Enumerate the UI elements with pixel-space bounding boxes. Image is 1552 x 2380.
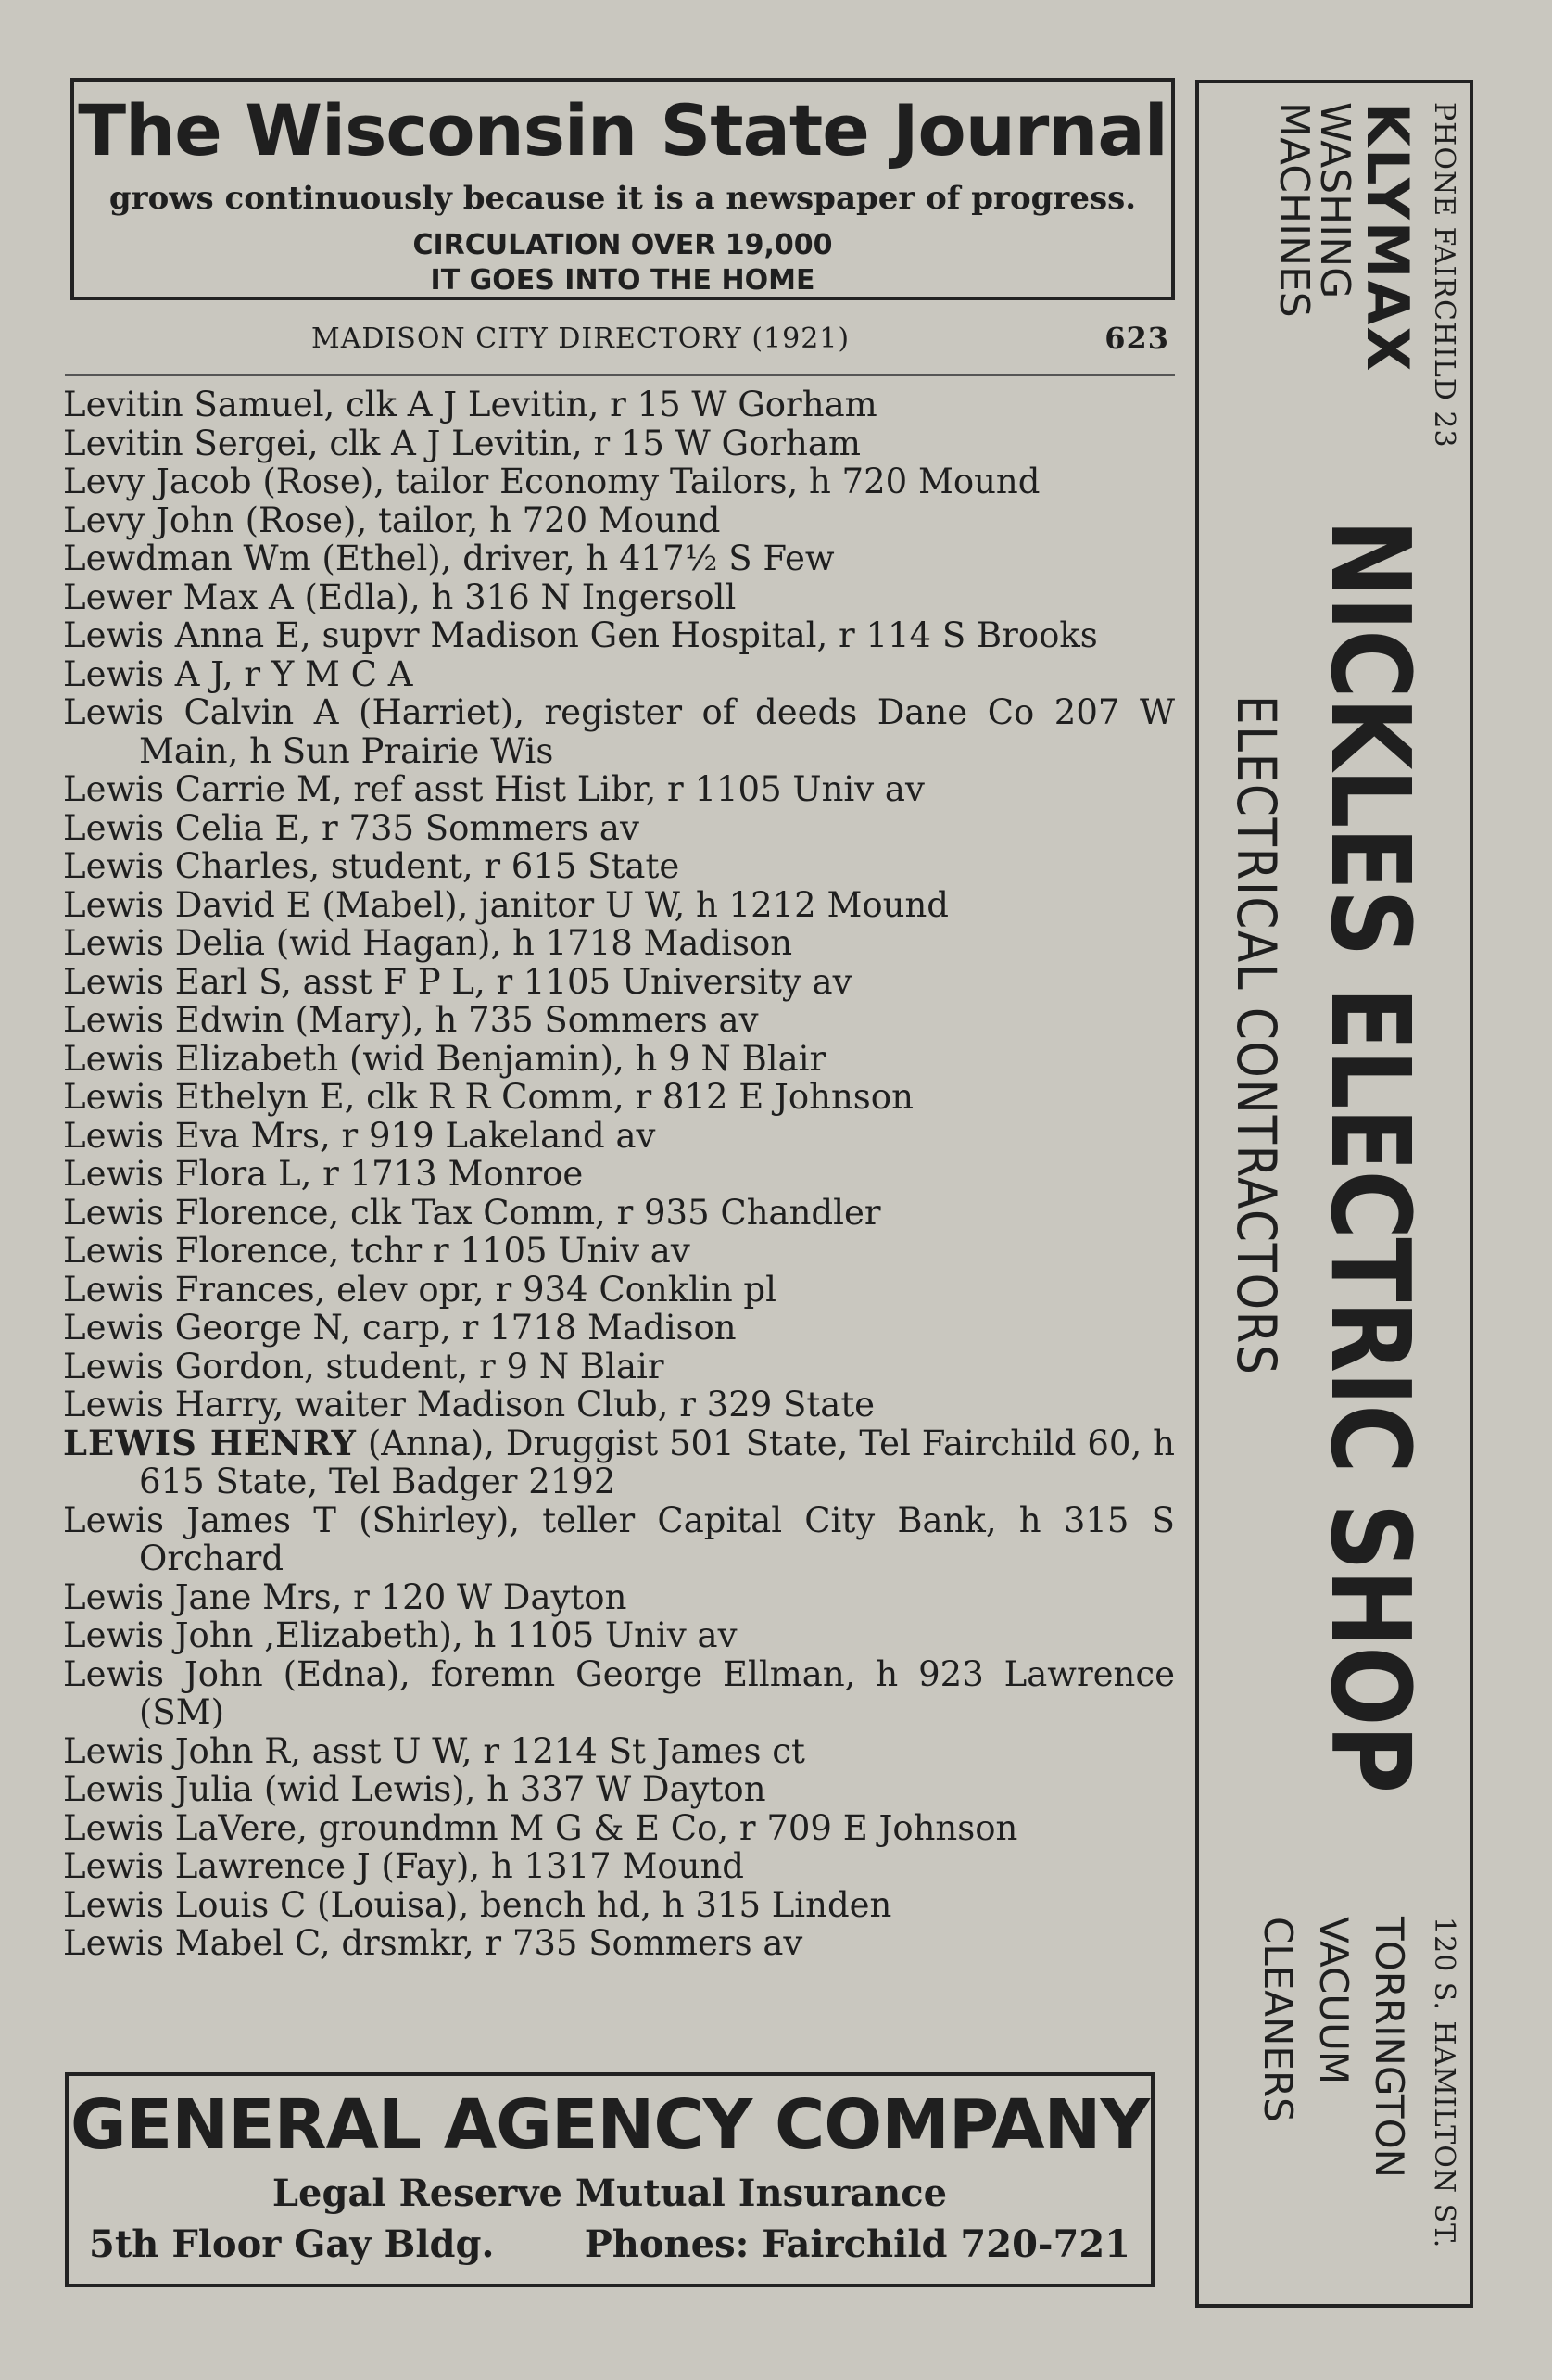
listing-details: tchr r 1105 Univ av — [339, 1231, 690, 1271]
side-ad-address: 120 S. HAMILTON ST. — [1428, 1917, 1460, 2249]
listing-details: asst U W, r 1214 St James ct — [300, 1730, 805, 1771]
listing-entry — [63, 1309, 1175, 1348]
listing-entry — [63, 501, 1175, 540]
listing-details: asst F P L, r 1105 University av — [291, 961, 852, 1002]
listing-details: (Rose), tailor Economy Tailors, h 720 Mound — [251, 462, 1041, 501]
listing-name: Lewis Flora L, — [63, 1154, 312, 1194]
listing-details: clk Tax Comm, r 935 Chandler — [339, 1192, 881, 1233]
listing-entry — [63, 924, 1175, 963]
listing-name: Lewis John — [63, 1615, 254, 1655]
listing-entry — [63, 386, 1175, 424]
listing-details: ,Elizabeth), h 1105 Univ av — [253, 1615, 738, 1655]
listing-name: Lewis Delia — [63, 923, 266, 963]
ad-subtitle: Legal Reserve Mutual Insurance — [271, 2171, 948, 2215]
listing-name: Lewis John — [63, 1653, 263, 1694]
listing-details: groundmn M G & E Co, r 709 E Johnson — [307, 1807, 1018, 1848]
listing-entry — [63, 539, 1175, 578]
listing-entry — [63, 1616, 1175, 1655]
listing-entry — [63, 847, 1175, 886]
page-number: 623 — [1104, 321, 1169, 356]
listing-name: Lewis Ethelyn E, — [63, 1077, 356, 1117]
listing-name: Lewis Florence, — [63, 1192, 340, 1233]
side-ad-phone: PHONE FAIRCHILD 23 — [1428, 102, 1460, 449]
listing-details: student, r 615 State — [320, 846, 680, 886]
listing-details: (Edla), h 316 N Ingersoll — [293, 576, 737, 617]
listing-name: LEWIS HENRY — [63, 1422, 357, 1463]
listing-entry — [63, 1886, 1175, 1925]
listing-name: Lewdman Wm — [63, 538, 311, 578]
listing-details: supvr Madison Gen Hospital, r 114 S Brooks — [310, 615, 1098, 655]
listing-name: Lewis Celia E, — [63, 807, 311, 848]
listing-name: Lewis James T — [63, 1500, 336, 1540]
directory-title: MADISON CITY DIRECTORY (1921) — [311, 323, 851, 355]
listing-entry — [63, 1386, 1175, 1424]
listing-details: elev opr, r 934 Conklin pl — [325, 1269, 776, 1310]
listing-entry — [63, 1655, 1175, 1732]
listing-name: Lewis George N, — [63, 1308, 352, 1348]
listing-details: r 120 W Dayton — [342, 1576, 627, 1617]
listing-name: Lewis Jane Mrs, — [63, 1576, 343, 1617]
side-ad-machines: MACHINES — [1270, 102, 1318, 318]
listing-details: (wid Benjamin), h 9 N Blair — [338, 1038, 826, 1079]
listing-entry — [63, 578, 1175, 617]
ad-title: The Wisconsin State Journal — [78, 89, 1167, 171]
listing-name: Lewis LaVere, — [63, 1807, 308, 1848]
listing-name: Lewis David E — [63, 884, 311, 925]
listing-name: Lewis Mabel C, — [63, 1923, 331, 1963]
listing-name: Lewis Calvin A — [63, 692, 339, 732]
listing-details: (Fay), h 1317 Mound — [370, 1846, 744, 1886]
listing-details: clk A J Levitin, r 15 W Gorham — [318, 423, 862, 463]
listing-entry — [63, 1001, 1175, 1040]
listing-entry — [63, 1348, 1175, 1386]
listing-name: Levitin Sergei, — [63, 423, 319, 463]
ad-tagline: grows continuously because it is a newspaper of progress. — [108, 180, 1137, 217]
listing-details: drsmkr, r 735 Sommers av — [330, 1923, 803, 1963]
listing-details: clk R R Comm, r 812 E Johnson — [355, 1077, 914, 1117]
listing-entry — [63, 1117, 1175, 1156]
electric-shop-advertisement — [1195, 80, 1473, 2308]
listing-entry — [63, 1078, 1175, 1117]
listing-name: Lewis Lawrence J — [63, 1846, 371, 1886]
listing-entry — [63, 809, 1175, 848]
listing-details: (Rose), tailor, h 720 Mound — [233, 500, 721, 540]
side-ad-torrington: TORRINGTON — [1367, 1917, 1412, 2179]
side-ad-shop-name: NICKLES ELECTRIC SHOP — [1306, 519, 1434, 1792]
listing-name: Lewis Louis C — [63, 1884, 307, 1925]
listing-name: Lewis John R, — [63, 1730, 301, 1771]
listing-details: ref asst Hist Libr, r 1105 Univ av — [342, 769, 925, 809]
listing-entry — [63, 1578, 1175, 1617]
listing-details: (Anna), Druggist 501 State, Tel Fairchild 60, h 615 State, Tel Badger 2192 — [139, 1423, 1175, 1501]
listing-details: r 735 Sommers av — [310, 807, 639, 848]
listing-name: Lewis Edwin — [63, 1000, 284, 1040]
listing-entry — [63, 1770, 1175, 1809]
listing-name: Lewis A J, — [63, 653, 233, 694]
listing-details: clk A J Levitin, r 15 W Gorham — [334, 385, 877, 424]
listing-entry — [63, 1501, 1175, 1578]
listing-details: student, r 9 N Blair — [314, 1346, 664, 1386]
listing-details: (Louisa), bench hd, h 315 Linden — [306, 1884, 892, 1925]
side-ad-vacuum: VACUUM — [1311, 1917, 1356, 2085]
ad-address: 5th Floor Gay Bldg. — [89, 2222, 495, 2266]
listing-details: (Edna), foremn George Ellman, h 923 Lawrence (SM) — [139, 1653, 1175, 1732]
side-ad-washing: WASHING — [1311, 102, 1358, 299]
ad-slogan: IT GOES INTO THE HOME — [430, 264, 815, 297]
listing-details: (Mabel), janitor U W, h 1212 Mound — [310, 884, 949, 925]
listing-name: Lewis Earl S, — [63, 961, 292, 1002]
listing-name: Levy Jacob — [63, 462, 252, 501]
ad-company-name: GENERAL AGENCY COMPANY — [69, 2085, 1150, 2165]
listing-entry — [63, 424, 1175, 463]
listing-entry — [63, 1232, 1175, 1271]
listing-entry — [63, 1155, 1175, 1194]
listing-entry — [63, 1809, 1175, 1848]
listing-entry — [63, 693, 1175, 770]
listing-name: Lewis Julia — [63, 1769, 254, 1809]
newspaper-advertisement — [70, 78, 1175, 300]
listing-details: (wid Lewis), h 337 W Dayton — [253, 1769, 766, 1809]
listing-entry — [63, 963, 1175, 1002]
listing-entry — [63, 1732, 1175, 1771]
listing-details: r 919 Lakeland av — [330, 1115, 656, 1156]
listing-details: waiter Madison Club, r 329 State — [284, 1385, 876, 1424]
listing-name: Lewis Eva Mrs, — [63, 1115, 331, 1156]
listing-name: Lewis Charles, — [63, 846, 321, 886]
listing-details: (wid Hagan), h 1718 Madison — [265, 923, 793, 963]
listing-details: r 1713 Monroe — [311, 1154, 584, 1194]
listing-name: Levy John — [63, 500, 234, 540]
listing-name: Lewer Max A — [63, 576, 294, 617]
listing-name: Levitin Samuel, — [63, 385, 335, 424]
listing-entry — [63, 655, 1175, 694]
listing-name: Lewis Carrie M, — [63, 769, 343, 809]
listing-name: Lewis Frances, — [63, 1269, 326, 1310]
listing-entry — [63, 1194, 1175, 1233]
listing-name: Lewis Anna E, — [63, 615, 311, 655]
listing-details: (Shirley), teller Capital City Bank, h 315 S Orchard — [139, 1500, 1175, 1578]
listing-name: Lewis Florence, — [63, 1231, 340, 1271]
listing-entry — [63, 616, 1175, 655]
listing-entry — [63, 1040, 1175, 1079]
listing-name: Lewis Harry, — [63, 1385, 284, 1424]
listing-details: (Mary), h 735 Sommers av — [284, 1000, 759, 1040]
listing-details: carp, r 1718 Madison — [351, 1308, 737, 1348]
listing-entry — [63, 886, 1175, 925]
listing-entry — [63, 1271, 1175, 1310]
listing-details: r Y M C A — [233, 653, 413, 694]
listing-name: Lewis Gordon, — [63, 1346, 315, 1386]
ad-circulation: CIRCULATION OVER 19,000 — [412, 229, 833, 261]
header-divider — [65, 374, 1175, 376]
listing-details: (Ethel), driver, h 417½ S Few — [310, 538, 835, 578]
listing-details: (Harriet), register of deeds Dane Co 207 W Main, h Sun Prairie Wis — [139, 692, 1175, 771]
ad-phones: Phones: Fairchild 720-721 — [584, 2222, 1130, 2266]
listing-entry — [63, 1847, 1175, 1886]
listing-entry — [63, 1424, 1175, 1501]
directory-listings — [63, 386, 1175, 1963]
side-ad-tagline: ELECTRICAL CONTRACTORS — [1225, 695, 1288, 1376]
page-header — [70, 319, 1175, 365]
side-ad-klymax: KLYMAX — [1354, 102, 1421, 373]
insurance-advertisement — [65, 2072, 1155, 2287]
listing-name: Lewis Elizabeth — [63, 1038, 339, 1079]
listing-entry — [63, 1924, 1175, 1963]
side-ad-cleaners: CLEANERS — [1255, 1917, 1301, 2122]
listing-entry — [63, 462, 1175, 501]
listing-entry — [63, 770, 1175, 809]
